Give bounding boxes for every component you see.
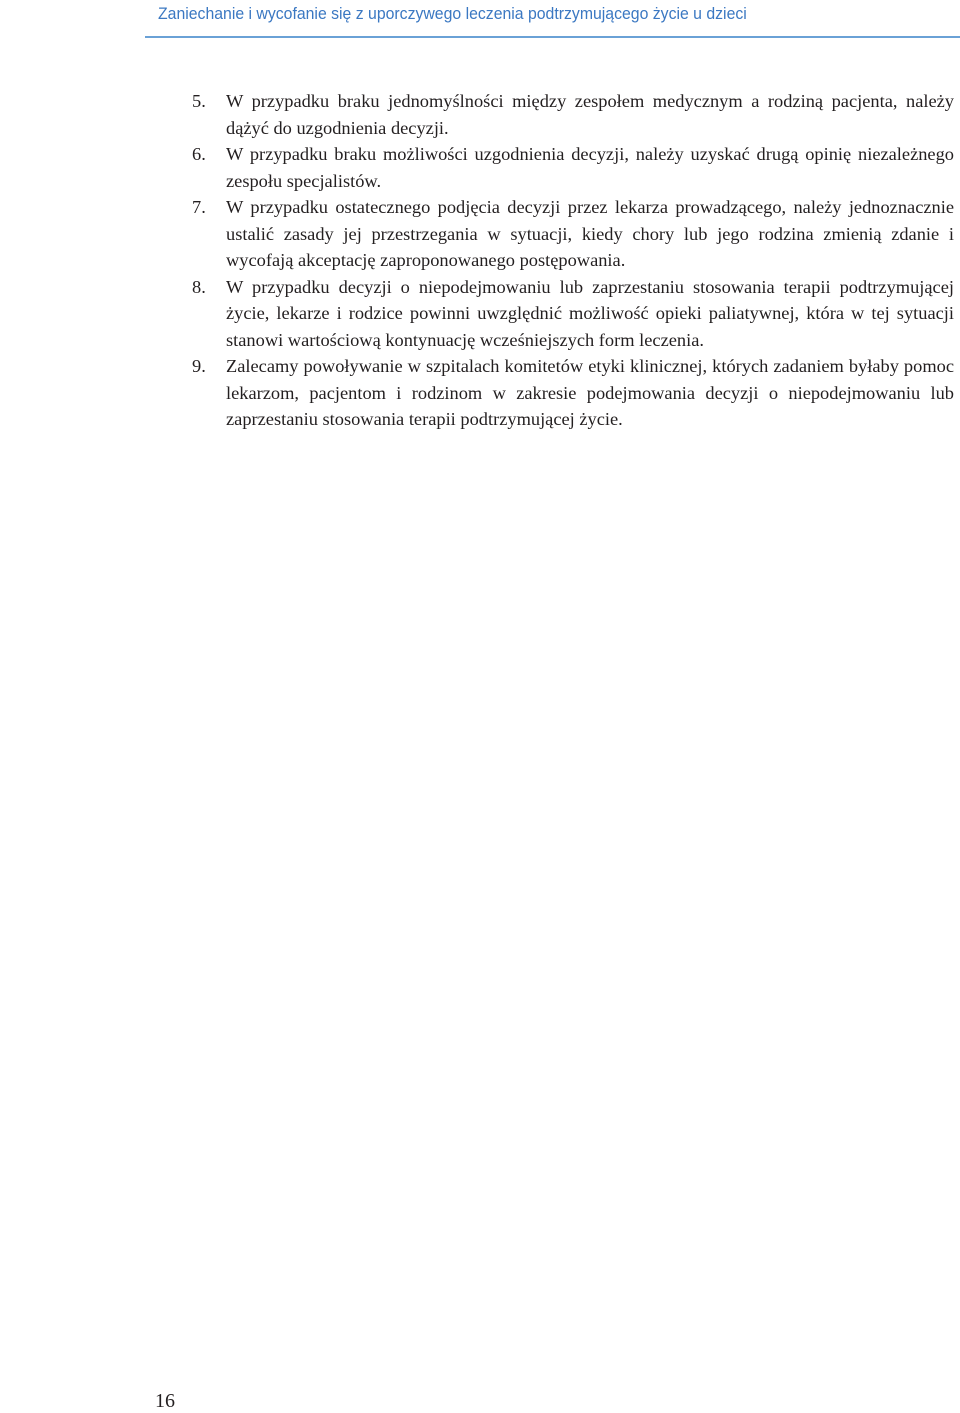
item-text: W przypadku decyzji o niepodejmowaniu lub zaprzestaniu stosowania terapii podtrzymującej życie, lekarze i rodzice powinni uwzględnić możliwość opieki paliatywnej, która w tej sytuacji stanowi wartościową kontynuację wcześniejszych form leczenia. <box>226 276 954 350</box>
running-header <box>145 0 960 38</box>
running-header-title: Zaniechanie i wycofanie się z uporczywego leczenia podtrzymującego życie u dzieci <box>158 4 747 23</box>
page-number: 16 <box>155 1390 175 1412</box>
item-text: Zalecamy powoływanie w szpitalach komitetów etyki klinicznej, których zadaniem byłaby pomoc lekarzom, pacjentom i rodzinom w zakresie podejmowania decyzji o niepodejmowaniu lub zaprzestaniu stosowania terapii podtrzymującej życie. <box>226 356 954 429</box>
item-number: 6. <box>192 144 206 164</box>
item-text: W przypadku braku możliwości uzgodnienia decyzji, należy uzyskać drugą opinię niezależnego zespołu specjalistów. <box>226 144 954 191</box>
item-number: 5. <box>192 91 206 111</box>
item-number: 8. <box>192 276 206 297</box>
item-text: W przypadku braku jednomyślności między zespołem medycznym a rodziną pacjenta, należy dążyć do uzgodnienia decyzji. <box>226 91 954 138</box>
item-text: W przypadku ostatecznego podjęcia decyzji przez lekarza prowadzącego, należy jednoznacznie ustalić zasady jej przestrzegania w sytuacji, kiedy chory lub jego rodzina zmienią zdanie i wycofają akceptację zaproponowanego postępowania. <box>226 197 954 270</box>
recommendation-item-7 <box>192 194 954 274</box>
recommendation-item-9 <box>192 353 954 433</box>
recommendation-item-8 <box>192 274 954 354</box>
recommendation-item-5 <box>192 88 954 141</box>
item-number: 7. <box>192 197 206 217</box>
recommendations-list <box>192 88 954 433</box>
item-number: 9. <box>192 356 206 376</box>
recommendation-item-6 <box>192 141 954 194</box>
